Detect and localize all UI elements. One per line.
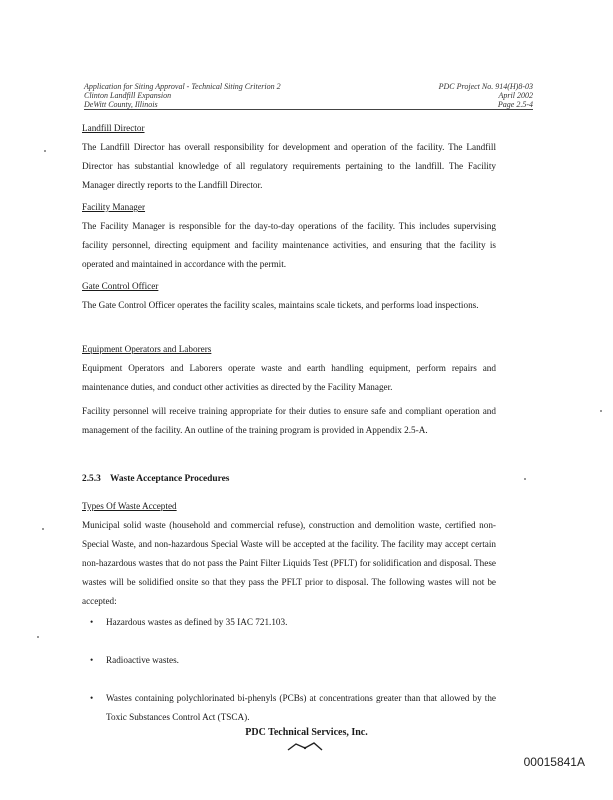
types-of-waste-section (82, 497, 496, 611)
section-number: 2.5.3 (82, 474, 101, 484)
document-header-right (439, 82, 533, 109)
equipment-operators-text: Equipment Operators and Laborers operate waste and earth handling equipment, perform repairs and maintenance duties, and conduct other activities as directed by the Facility Manager. (82, 363, 496, 392)
header-county: DeWitt County, Illinois (84, 100, 158, 109)
equipment-operators-heading: Equipment Operators and Laborers (82, 344, 212, 354)
header-page-number: Page 2.5-4 (497, 100, 533, 109)
landfill-director-text: The Landfill Director has overall responsibility for development and operation of the facility. The Landfill Director has substantial knowledge of all regulatory requirements pertaining to the landfill. The Facility Manager directly reports to the Landfill Director. (82, 142, 496, 190)
company-logo-icon (286, 741, 324, 751)
footer-company-name: PDC Technical Services, Inc. (245, 727, 368, 738)
header-site-name: Clinton Landfill Expansion (84, 91, 172, 100)
header-date: April 2002 (498, 91, 533, 100)
bullet-text: Hazardous wastes as defined by 35 IAC 721.103. (106, 617, 288, 627)
document-header-left (84, 82, 281, 109)
header-project-title: Application for Siting Approval - Technical Siting Criterion 2 (84, 82, 281, 91)
scan-speck (524, 478, 526, 480)
scan-speck (44, 150, 46, 152)
bullet-icon: • (90, 655, 94, 665)
header-project-number: PDC Project No. 914(H)8-03 (438, 82, 533, 91)
types-of-waste-heading: Types Of Waste Accepted (82, 501, 177, 511)
scan-speck (42, 528, 44, 530)
facility-manager-section (82, 198, 496, 274)
list-item (82, 689, 496, 727)
gate-control-text: The Gate Control Officer operates the facility scales, maintains scale tickets, and performs load inspections. (82, 300, 479, 310)
facility-manager-heading: Facility Manager (82, 202, 146, 212)
list-item (82, 613, 496, 632)
header-divider (84, 109, 533, 110)
bullet-icon: • (90, 617, 94, 627)
bullet-icon: • (90, 693, 94, 703)
facility-manager-text: The Facility Manager is responsible for the day-to-day operations of the facility. This includes supervising facility personnel, directing equipment and facility maintenance activities, and ensuring that the facility is operated and maintained in accordance with the permit. (82, 221, 496, 269)
excluded-wastes-list (82, 613, 496, 727)
section-title (82, 474, 229, 484)
equipment-operators-section (82, 340, 496, 397)
section-title-text: Waste Acceptance Procedures (110, 474, 230, 484)
gate-control-section (82, 277, 496, 315)
landfill-director-section (82, 119, 496, 195)
list-item (82, 651, 496, 670)
gate-control-heading: Gate Control Officer (82, 281, 159, 291)
types-of-waste-text: Municipal solid waste (household and commercial refuse), construction and demolition waste, certified non-Special Waste, and non-hazardous Special Waste will be accepted at the facility. The facility may accept certain non-hazardous wastes that do not pass the Paint Filter Liquids Test (PFLT) for solidification and disposal. These wastes will be solidified onsite so that they pass the PFLT prior to disposal. The following wastes will not be accepted: (82, 520, 496, 606)
scan-speck (37, 636, 39, 638)
document-bates-number: 00015841A (523, 755, 585, 769)
bullet-text: Radioactive wastes. (106, 655, 179, 665)
landfill-director-heading: Landfill Director (82, 123, 145, 133)
scan-speck (600, 410, 602, 412)
bullet-text: Wastes containing polychlorinated bi-phenyls (PCBs) at concentrations greater than that allowed by the Toxic Substances Control Act (TSCA). (106, 693, 496, 722)
training-section (82, 402, 496, 440)
training-text: Facility personnel will receive training appropriate for their duties to ensure safe and compliant operation and management of the facility. An outline of the training program is provided in Appendix 2.5-A. (82, 406, 496, 435)
